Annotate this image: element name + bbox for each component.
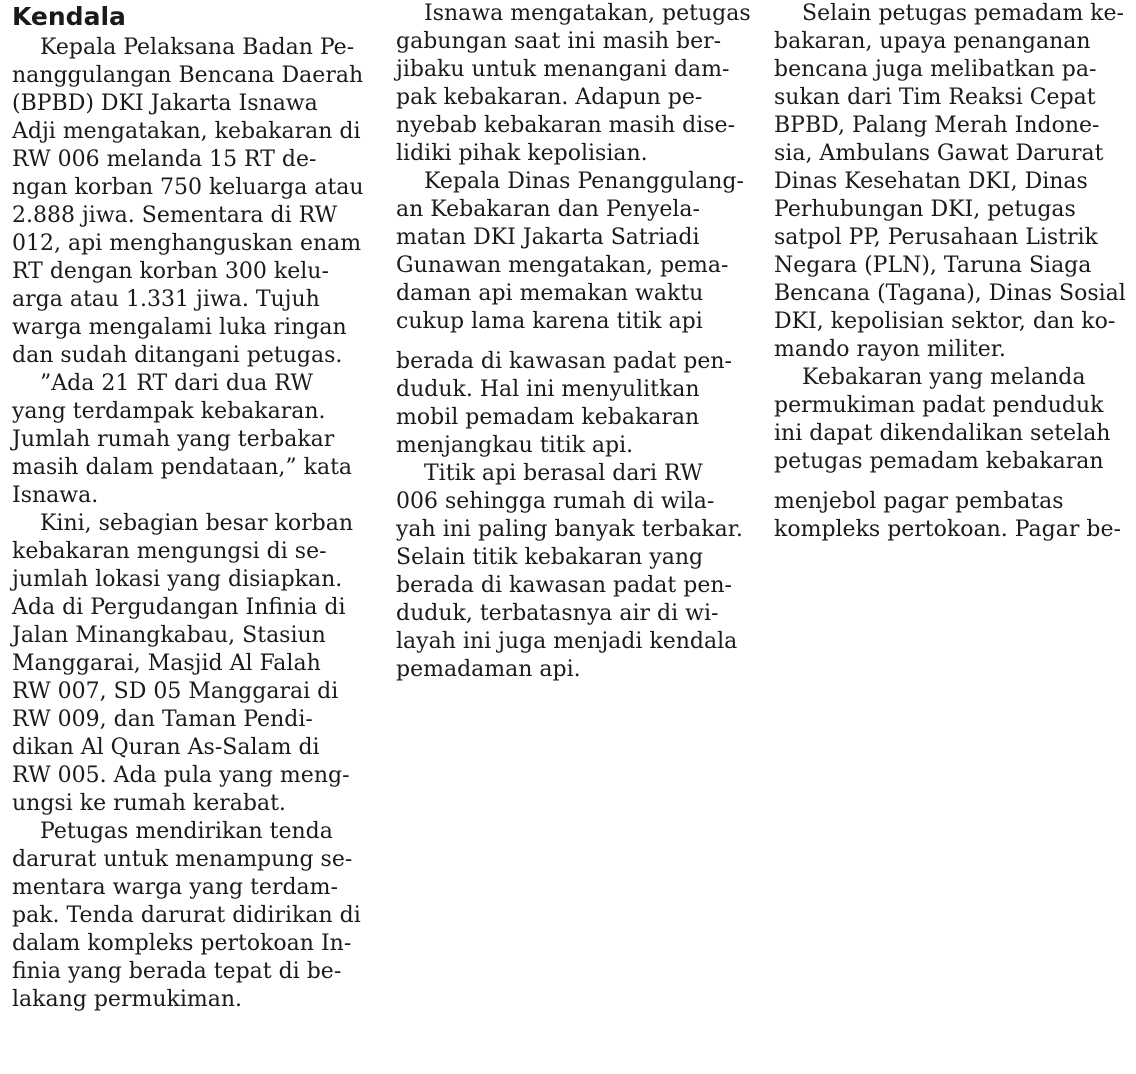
text-line: permukiman padat penduduk	[774, 393, 1104, 418]
text-line: jumlah lokasi yang disiapkan.	[12, 567, 343, 592]
text-line: yang terdampak kebakaran.	[12, 399, 326, 424]
text-line: warga mengalami luka ringan	[12, 315, 347, 340]
text-line: Selain petugas pemadam ke-	[802, 1, 1124, 26]
text-line: yah ini paling banyak terbakar.	[396, 517, 743, 542]
text-line: pemadaman api.	[396, 657, 581, 682]
text-line: 006 sehingga rumah di wila-	[396, 489, 715, 514]
text-line: 2.888 jiwa. Sementara di RW	[12, 203, 338, 228]
text-line: mentara warga yang terdam-	[12, 875, 338, 900]
text-line: bencana juga melibatkan pa-	[774, 57, 1097, 82]
text-line: Negara (PLN), Taruna Siaga	[774, 253, 1092, 278]
text-line: Isnawa mengatakan, petugas	[424, 1, 751, 26]
article-column-1	[12, 0, 374, 1014]
text-line: dalam kompleks pertokoan In-	[12, 931, 352, 956]
text-line: nanggulangan Bencana Daerah	[12, 63, 364, 88]
text-line: finia yang berada tepat di be-	[12, 959, 342, 984]
text-line: Dinas Kesehatan DKI, Dinas	[774, 169, 1088, 194]
text-line: Bencana (Tagana), Dinas Sosial	[774, 281, 1126, 306]
text-line: layah ini juga menjadi kendala	[396, 629, 738, 654]
text-line: lakang permukiman.	[12, 987, 243, 1012]
text-line: Kebakaran yang melanda	[802, 365, 1086, 390]
text-line: RW 005. Ada pula yang meng-	[12, 763, 350, 788]
text-line: cukup lama karena titik api	[396, 309, 703, 334]
column-break	[396, 336, 758, 348]
text-line: duduk. Hal ini menyulitkan	[396, 377, 700, 402]
text-line: sia, Ambulans Gawat Darurat	[774, 141, 1104, 166]
text-line: arga atau 1.331 jiwa. Tujuh	[12, 287, 320, 312]
section-heading: Kendala	[12, 2, 126, 31]
text-line: jibaku untuk menangani dam-	[396, 57, 730, 82]
text-line: kebakaran mengungsi di se-	[12, 539, 327, 564]
text-line: Adji mengatakan, kebakaran di	[12, 119, 361, 144]
text-line: Kini, sebagian besar korban	[40, 511, 354, 536]
text-line: gabungan saat ini masih ber-	[396, 29, 722, 54]
text-line: Gunawan mengatakan, pema-	[396, 253, 729, 278]
text-line: pak. Tenda darurat didirikan di	[12, 903, 361, 928]
text-line: mobil pemadam kebakaran	[396, 405, 700, 430]
text-line: RW 006 melanda 15 RT de-	[12, 147, 317, 172]
text-line: RW 009, dan Taman Pendi-	[12, 707, 313, 732]
text-line: Jalan Minangkabau, Stasiun	[12, 623, 326, 648]
text-line: pak kebakaran. Adapun pe-	[396, 85, 703, 110]
text-line: matan DKI Jakarta Satriadi	[396, 225, 700, 250]
text-line: sukan dari Tim Reaksi Cepat	[774, 85, 1096, 110]
text-line: ngan korban 750 keluarga atau	[12, 175, 364, 200]
text-line: ini dapat dikendalikan setelah	[774, 421, 1111, 446]
text-line: darurat untuk menampung se-	[12, 847, 353, 872]
text-line: Jumlah rumah yang terbakar	[12, 427, 335, 452]
text-line: berada di kawasan padat pen-	[396, 573, 732, 598]
text-line: (BPBD) DKI Jakarta Isnawa	[12, 91, 318, 116]
text-line: bakaran, upaya penanganan	[774, 29, 1091, 54]
text-line: DKI, kepolisian sektor, dan ko-	[774, 309, 1116, 334]
text-line: dan sudah ditangani petugas.	[12, 343, 343, 368]
text-line: Titik api berasal dari RW	[424, 461, 703, 486]
text-line: RT dengan korban 300 kelu-	[12, 259, 329, 284]
text-line: nyebab kebakaran masih dise-	[396, 113, 736, 138]
text-line: Kepala Pelaksana Badan Pe-	[40, 35, 355, 60]
text-line: ungsi ke rumah kerabat.	[12, 791, 286, 816]
text-line: dikan Al Quran As-Salam di	[12, 735, 320, 760]
text-line: menjangkau titik api.	[396, 433, 634, 458]
text-line: Manggarai, Masjid Al Falah	[12, 651, 321, 676]
text-line: petugas pemadam kebakaran	[774, 449, 1104, 474]
text-line: Perhubungan DKI, petugas	[774, 197, 1076, 222]
text-line: Ada di Pergudangan Infinia di	[12, 595, 346, 620]
article-column-2	[396, 0, 758, 684]
text-line: satpol PP, Perusahaan Listrik	[774, 225, 1098, 250]
text-line: Kepala Dinas Penanggulang-	[424, 169, 744, 194]
text-line: Petugas mendirikan tenda	[40, 819, 333, 844]
text-line: ”Ada 21 RT dari dua RW	[40, 371, 313, 396]
text-line: daman api memakan waktu	[396, 281, 704, 306]
text-line: masih dalam pendataan,” kata	[12, 455, 353, 480]
text-line: BPBD, Palang Merah Indone-	[774, 113, 1100, 138]
article-column-3	[774, 0, 1130, 544]
text-line: Isnawa.	[12, 483, 99, 508]
text-line: duduk, terbatasnya air di wi-	[396, 601, 719, 626]
text-line: kompleks pertokoan. Pagar be-	[774, 517, 1121, 542]
text-line: mando rayon militer.	[774, 337, 1006, 362]
column-break	[774, 476, 1130, 488]
text-line: lidiki pihak kepolisian.	[396, 141, 648, 166]
text-line: Selain titik kebakaran yang	[396, 545, 704, 570]
text-line: an Kebakaran dan Penyela-	[396, 197, 700, 222]
text-line: 012, api menghanguskan enam	[12, 231, 362, 256]
text-line: menjebol pagar pembatas	[774, 489, 1064, 514]
text-line: berada di kawasan padat pen-	[396, 349, 732, 374]
text-line: RW 007, SD 05 Manggarai di	[12, 679, 339, 704]
